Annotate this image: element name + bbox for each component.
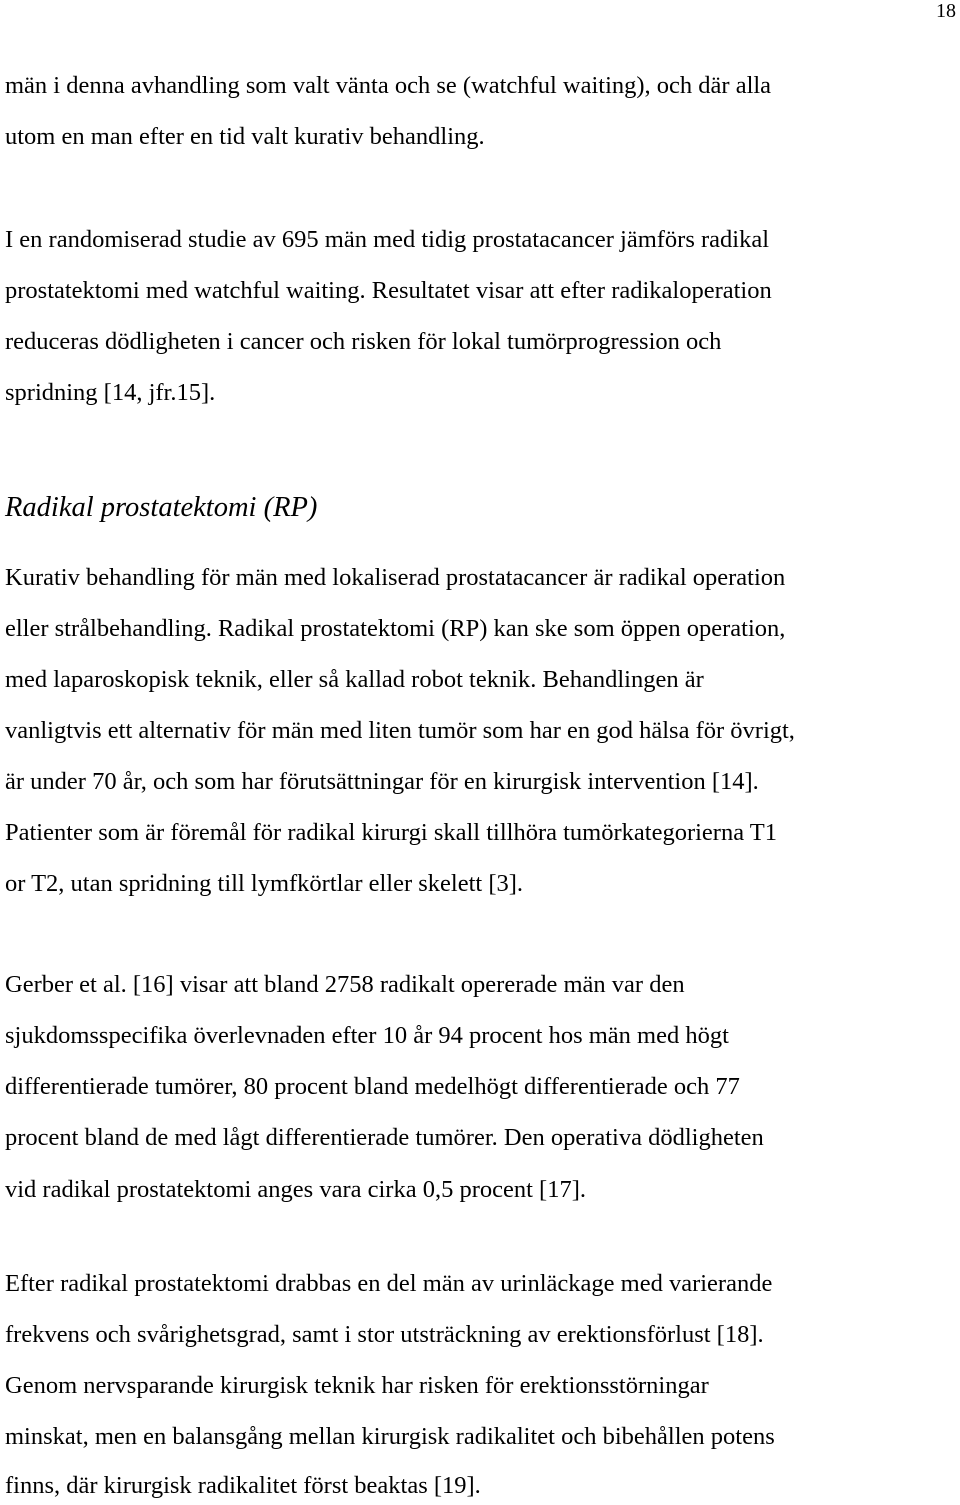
paragraph-2-line-4: spridning [14, jfr.15]. — [5, 379, 216, 406]
paragraph-4-line-3: differentierade tumörer, 80 procent bland medelhögt differentierade och 77 — [5, 1073, 740, 1100]
paragraph-3-line-4: vanligtvis ett alternativ för män med liten tumör som har en god hälsa för övrigt, — [5, 717, 795, 744]
paragraph-3-line-5: är under 70 år, och som har förutsättningar för en kirurgisk intervention [14]. — [5, 768, 759, 795]
section-heading: Radikal prostatektomi (RP) — [5, 492, 318, 523]
paragraph-3-line-2: eller strålbehandling. Radikal prostatektomi (RP) kan ske som öppen operation, — [5, 615, 786, 642]
paragraph-3-line-3: med laparoskopisk teknik, eller så kallad robot teknik. Behandlingen är — [5, 666, 704, 693]
paragraph-3-line-6: Patienter som är föremål för radikal kirurgi skall tillhöra tumörkategorierna T1 — [5, 819, 777, 846]
paragraph-1-line-2: utom en man efter en tid valt kurativ behandling. — [5, 123, 485, 150]
paragraph-3-line-1: Kurativ behandling för män med lokaliserad prostatacancer är radikal operation — [5, 564, 786, 591]
paragraph-4-line-4: procent bland de med lågt differentierade tumörer. Den operativa dödligheten — [5, 1124, 764, 1151]
paragraph-5-line-2: frekvens och svårighetsgrad, samt i stor utsträckning av erektionsförlust [18]. — [5, 1321, 764, 1348]
paragraph-2-line-2: prostatektomi med watchful waiting. Resultatet visar att efter radikaloperation — [5, 277, 772, 304]
paragraph-4-line-2: sjukdomsspecifika överlevnaden efter 10 år 94 procent hos män med högt — [5, 1022, 729, 1049]
paragraph-5-line-4: minskat, men en balansgång mellan kirurgisk radikalitet och bibehållen potens — [5, 1423, 775, 1450]
paragraph-2-line-1: I en randomiserad studie av 695 män med tidig prostatacancer jämförs radikal — [5, 226, 769, 253]
page-number: 18 — [936, 0, 956, 22]
paragraph-1-line-1: män i denna avhandling som valt vänta och se (watchful waiting), och där alla — [5, 72, 772, 99]
paragraph-5-line-3: Genom nervsparande kirurgisk teknik har risken för erektionsstörningar — [5, 1372, 709, 1399]
paragraph-5-line-1: Efter radikal prostatektomi drabbas en del män av urinläckage med varierande — [5, 1270, 773, 1297]
paragraph-3-line-7: or T2, utan spridning till lymfkörtlar eller skelett [3]. — [5, 870, 524, 897]
paragraph-4-line-5: vid radikal prostatektomi anges vara cirka 0,5 procent [17]. — [5, 1176, 586, 1203]
paragraph-2-line-3: reduceras dödligheten i cancer och risken för lokal tumörprogression och — [5, 328, 722, 355]
paragraph-5-line-5: finns, där kirurgisk radikalitet först beaktas [19]. — [5, 1472, 481, 1499]
paragraph-4-line-1: Gerber et al. [16] visar att bland 2758 radikalt opererade män var den — [5, 971, 685, 998]
